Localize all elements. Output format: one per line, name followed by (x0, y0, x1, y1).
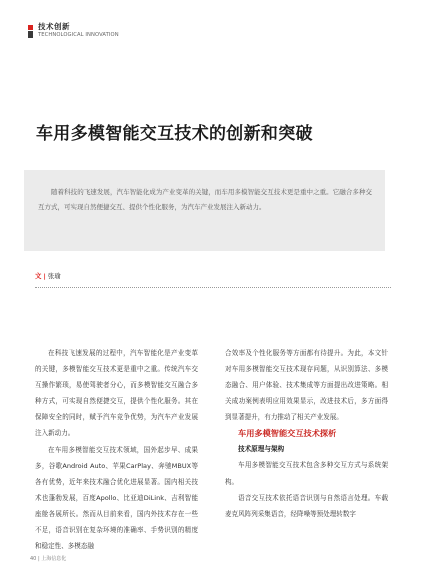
section-subtitle: TECHNOLOGICAL INNOVATION (38, 32, 119, 38)
publication-name: 上海信息化 (41, 556, 67, 562)
footer-separator: | (37, 556, 40, 562)
author-divider (35, 287, 391, 288)
body-paragraph: 在车用多模智能交互技术领域，国外起步早、成果多，谷歌Android Auto、苹果CarPlay、奔驰MBUX等各有优势，近年来技术融合优化进展显著。国内相关技术也蓬勃发展，百度Apollo、比亚迪DiLink、吉利智能座舱各展所长。然而从目前来看，国内外技术存在一些不足，语音识别在复杂环境的准确率、手势识别的精度和稳定性、多模态融 (35, 445, 198, 551)
author-separator: | (43, 272, 46, 280)
body-paragraph: 在科技飞速发展的过程中，汽车智能化是产业变革的关键，多模智能交互技术更是重中之重。传统汽车交互操作繁琐，易使驾驶者分心，而多模智能交互融合多种方式，可实现自然便捷交互，提供个性化服务。其在保障安全的同时，赋予汽车竞争优势，为汽车产业发展注入新动力。 (35, 349, 198, 438)
body-column-right (225, 345, 388, 522)
body-column-left (35, 345, 198, 554)
article-title: 车用多模智能交互技术的创新和突破 (36, 124, 313, 144)
author-line (35, 271, 61, 280)
body-paragraph: 语音交互技术依托语音识别与自然语言处理。车载麦克风阵列采集语音，经降噪等预处理转数字 (225, 493, 388, 518)
subsection-heading: 技术原理与架构 (238, 445, 285, 454)
section-title: 技术创新 (38, 22, 70, 31)
author-label: 文 (35, 272, 42, 280)
abstract-text: 随着科技的飞速发展，汽车智能化成为产业变革的关键，而车用多模智能交互技术更是重中之重。它融合多种交互方式，可实现自然便捷交互、提供个性化服务，为汽车产业发展注入新动力。 (38, 188, 372, 212)
section-heading: 车用多模智能交互技术探析 (238, 428, 337, 439)
body-paragraph: 合效率及个性化服务等方面都有待提升。为此，本文针对车用多模智能交互技术现存问题，从识别算法、多模态融合、用户体验、技术集成等方面提出改进策略。相关成功案例表明应用效果显示，改进技术后，多方面得到显著提升，有力推动了相关产业发展。 (225, 349, 388, 422)
page-number: 40 (30, 556, 37, 562)
body-paragraph: 车用多模智能交互技术包含多种交互方式与系统架构。 (225, 461, 388, 486)
author-name: 张瑜 (47, 272, 61, 280)
page-footer (30, 555, 66, 562)
section-marker-icon (28, 25, 33, 38)
